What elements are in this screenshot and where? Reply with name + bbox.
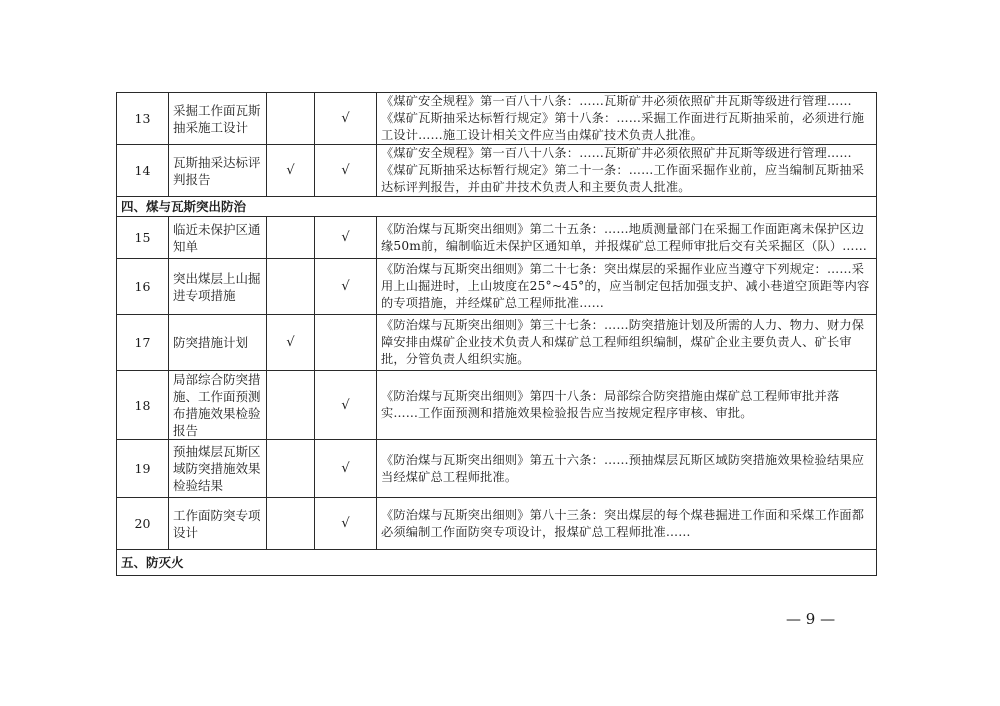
- regulation-basis: 《防治煤与瓦斯突出细则》第五十六条：……预抽煤层瓦斯区域防突措施效果检验结果应当经煤矿总工程师批准。: [377, 440, 877, 498]
- check-mark-b: √: [315, 440, 377, 498]
- section-row: [117, 550, 877, 576]
- check-mark-b: √: [315, 145, 377, 197]
- check-mark-a: √: [267, 145, 315, 197]
- regulation-basis: 《防治煤与瓦斯突出细则》第八十三条：突出煤层的每个煤巷掘进工作面和采煤工作面都必须编制工作面防突专项设计，报煤矿总工程师批准……: [377, 498, 877, 550]
- table-row: [117, 315, 877, 371]
- document-name: 瓦斯抽采达标评判报告: [169, 145, 267, 197]
- row-number: 19: [117, 440, 169, 498]
- row-number: 17: [117, 315, 169, 371]
- check-mark-a: [267, 93, 315, 145]
- row-number: 14: [117, 145, 169, 197]
- table-row: [117, 145, 877, 197]
- table-row: [117, 498, 877, 550]
- regulation-table: [116, 92, 877, 576]
- check-mark-b: √: [315, 93, 377, 145]
- row-number: 16: [117, 259, 169, 315]
- document-name: 临近未保护区通知单: [169, 217, 267, 259]
- row-number: 18: [117, 371, 169, 440]
- section-heading: 五、防灭火: [117, 550, 877, 576]
- regulation-basis: 《煤矿安全规程》第一百八十八条：……瓦斯矿井必须依照矿井瓦斯等级进行管理……《煤矿瓦斯抽采达标暂行规定》第十八条：……采掘工作面进行瓦斯抽采前，必须进行施工设计……施工设计相关文件应当由煤矿技术负责人批准。: [377, 93, 877, 145]
- document-name: 采掘工作面瓦斯抽采施工设计: [169, 93, 267, 145]
- check-mark-a: [267, 217, 315, 259]
- check-mark-a: [267, 371, 315, 440]
- table-row: [117, 371, 877, 440]
- check-mark-b: √: [315, 259, 377, 315]
- table-row: [117, 93, 877, 145]
- table-row: [117, 440, 877, 498]
- check-mark-a: [267, 498, 315, 550]
- row-number: 20: [117, 498, 169, 550]
- check-mark-a: √: [267, 315, 315, 371]
- check-mark-b: [315, 315, 377, 371]
- page-number: — 9 —: [786, 610, 836, 628]
- row-number: 15: [117, 217, 169, 259]
- row-number: 13: [117, 93, 169, 145]
- document-name: 预抽煤层瓦斯区域防突措施效果检验结果: [169, 440, 267, 498]
- check-mark-a: [267, 259, 315, 315]
- regulation-basis: 《防治煤与瓦斯突出细则》第二十七条：突出煤层的采掘作业应当遵守下列规定：……采用上山掘进时，上山坡度在25°~45°的，应当制定包括加强支护、减小巷道空顶距等内容的专项措施，并经煤矿总工程师批准……: [377, 259, 877, 315]
- table-row: [117, 217, 877, 259]
- regulation-basis: 《防治煤与瓦斯突出细则》第二十五条：……地质测量部门在采掘工作面距离未保护区边缘50m前，编制临近未保护区通知单，并报煤矿总工程师审批后交有关采掘区（队）……: [377, 217, 877, 259]
- document-name: 防突措施计划: [169, 315, 267, 371]
- section-row: [117, 197, 877, 217]
- table-row: [117, 259, 877, 315]
- document-name: 局部综合防突措施、工作面预测布措施效果检验报告: [169, 371, 267, 440]
- check-mark-b: √: [315, 498, 377, 550]
- regulation-basis: 《防治煤与瓦斯突出细则》第四十八条：局部综合防突措施由煤矿总工程师审批并落实……工作面预测和措施效果检验报告应当按规定程序审核、审批。: [377, 371, 877, 440]
- document-name: 工作面防突专项设计: [169, 498, 267, 550]
- regulation-basis: 《煤矿安全规程》第一百八十八条：……瓦斯矿井必须依照矿井瓦斯等级进行管理……《煤矿瓦斯抽采达标暂行规定》第二十一条：……工作面采掘作业前，应当编制瓦斯抽采达标评判报告，并由矿井技术负责人和主要负责人批准。: [377, 145, 877, 197]
- check-mark-b: √: [315, 371, 377, 440]
- section-heading: 四、煤与瓦斯突出防治: [117, 197, 877, 217]
- check-mark-b: √: [315, 217, 377, 259]
- document-name: 突出煤层上山掘进专项措施: [169, 259, 267, 315]
- check-mark-a: [267, 440, 315, 498]
- regulation-basis: 《防治煤与瓦斯突出细则》第三十七条：……防突措施计划及所需的人力、物力、财力保障安排由煤矿企业技术负责人和煤矿总工程师组织编制，煤矿企业主要负责人、矿长审批，分管负责人组织实施。: [377, 315, 877, 371]
